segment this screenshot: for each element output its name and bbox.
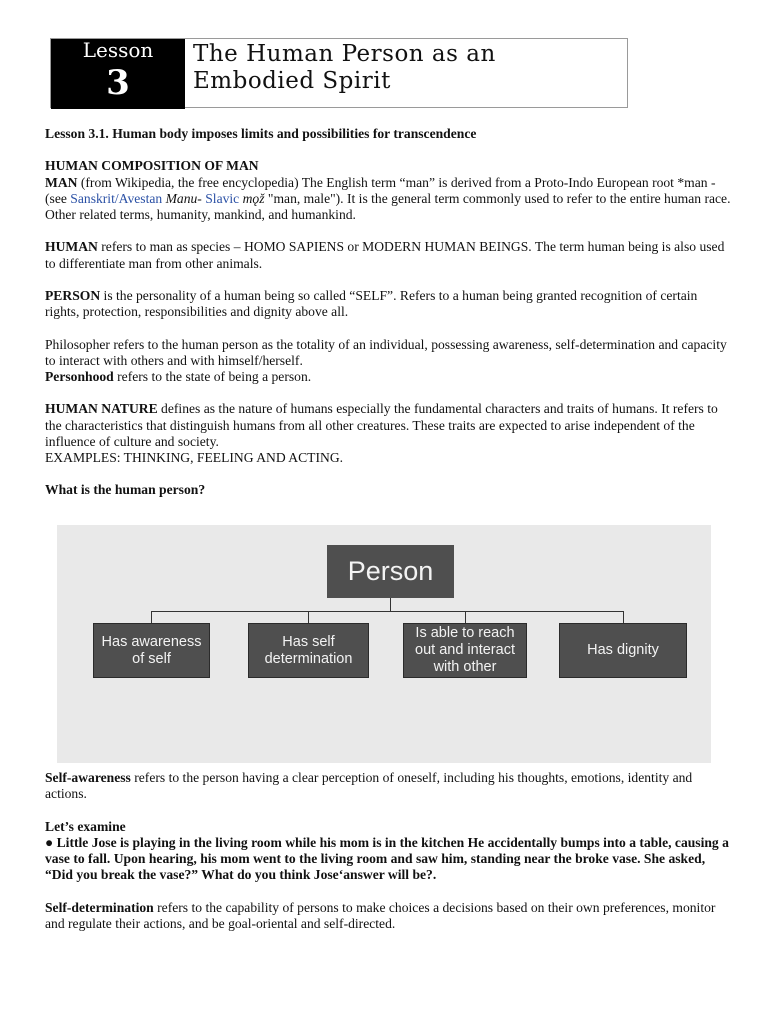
diagram-child-dignity: Has dignity <box>559 623 687 678</box>
personhood-text: refers to the state of being a person. <box>113 368 312 384</box>
examine-paragraph <box>45 819 735 884</box>
slash: / <box>114 190 119 206</box>
term-self-awareness: Self-awareness <box>45 770 131 785</box>
philosopher-paragraph <box>45 337 735 386</box>
section-heading: Lesson 3.1. Human body imposes limits and possibilities for transcendence <box>45 126 477 141</box>
connector-root-down <box>390 598 391 611</box>
philosopher-text: Philosopher refers to the human person as the totality of an individual, possessing awareness, self-determination and capacity to interact with others and with himself/herself. <box>45 336 727 368</box>
lesson-title-line1: The Human Person as an <box>193 41 496 67</box>
link-avestan[interactable]: Avestan <box>118 190 163 206</box>
diagram-child-awareness: Has awareness of self <box>93 623 210 678</box>
term-self-determination: Self-determination <box>45 899 154 915</box>
self-awareness-paragraph <box>45 770 735 802</box>
term-personhood: Personhood <box>45 368 114 384</box>
human-nature-paragraph <box>45 401 735 466</box>
connector-child-2 <box>308 611 309 623</box>
link-slavic[interactable]: Slavic <box>205 190 240 206</box>
diagram-root-person: Person <box>327 545 454 598</box>
term-man: MAN <box>45 174 78 190</box>
composition-heading: HUMAN COMPOSITION OF MAN <box>45 158 259 174</box>
person-paragraph <box>45 288 735 320</box>
connector-child-1 <box>151 611 152 623</box>
person-diagram <box>57 525 711 763</box>
human-text: refers to man as species – HOMO SAPIENS or MODERN HUMAN BEINGS. The term human being is also used to differentiate man from other animals. <box>45 239 725 271</box>
examples-text: EXAMPLES: THINKING, FEELING AND ACTING. <box>45 449 344 465</box>
composition-text-a: (from Wikipedia, the free encyclopedia) The English term “man” is derived from a Proto-Indo European root *man - (see <box>45 174 716 206</box>
question-heading: What is the human person? <box>45 482 206 498</box>
lesson-number: 3 <box>106 63 130 103</box>
term-person: PERSON <box>45 287 101 303</box>
connector-child-4 <box>623 611 624 623</box>
examine-heading: Let’s examine <box>45 818 126 834</box>
diagram-child-self-determination: Has self determination <box>248 623 369 678</box>
person-text: is the personality of a human being so called “SELF”. Refers to a human being granted recognition of certain rights, protection, responsibilities and dignity above all. <box>45 287 698 320</box>
italic-manu: Manu- <box>162 190 202 206</box>
composition-text-b: "man, male"). It is the general term commonly used to refer to the entire human race. Other related terms, humanity, mankind, and humankind. <box>45 190 731 222</box>
diagram-child-interact: Is able to reach out and interact with other <box>403 623 527 678</box>
human-nature-text: defines as the nature of humans especially the fundamental characters and traits of humans. It refers to the characteristics that distinguish humans from all other creatures. These traits are expected to arise independent of the influence of culture and society. <box>45 401 718 449</box>
self-awareness-text: refers to the person having a clear perception of oneself, including his thoughts, emotions, identity and actions. <box>45 770 693 802</box>
connector-child-3 <box>465 611 466 623</box>
human-paragraph <box>45 239 735 271</box>
term-human: HUMAN <box>45 239 98 255</box>
examine-bullet: ● Little Jose is playing in the living room while his mom is in the kitchen He accidentally bumps into a table, causing a vase to fall. Upon hearing, his mom went to the living room and saw him, standing near the broke vase. She asked, “Did you break the vase?” What do you think Jose‘answer will be?. <box>45 834 729 883</box>
lesson-banner <box>50 38 628 108</box>
term-human-nature: HUMAN NATURE <box>45 401 158 417</box>
italic-moz: mǫž <box>239 190 265 206</box>
self-determination-paragraph <box>45 900 735 932</box>
lesson-label: Lesson <box>82 38 154 62</box>
link-sanskrit[interactable]: Sanskrit <box>70 190 115 206</box>
connector-horizontal <box>151 611 624 612</box>
document-body-lower <box>45 770 735 948</box>
lesson-badge <box>51 39 185 109</box>
lesson-title <box>193 41 496 95</box>
self-determination-text: refers to the capability of persons to make choices a decisions based on their own preferences, monitor and regulate their actions, and be goal-oriental and self-directed. <box>45 899 716 931</box>
lesson-title-line2: Embodied Spirit <box>193 68 391 94</box>
document-body <box>45 126 735 515</box>
composition-paragraph <box>45 158 735 223</box>
